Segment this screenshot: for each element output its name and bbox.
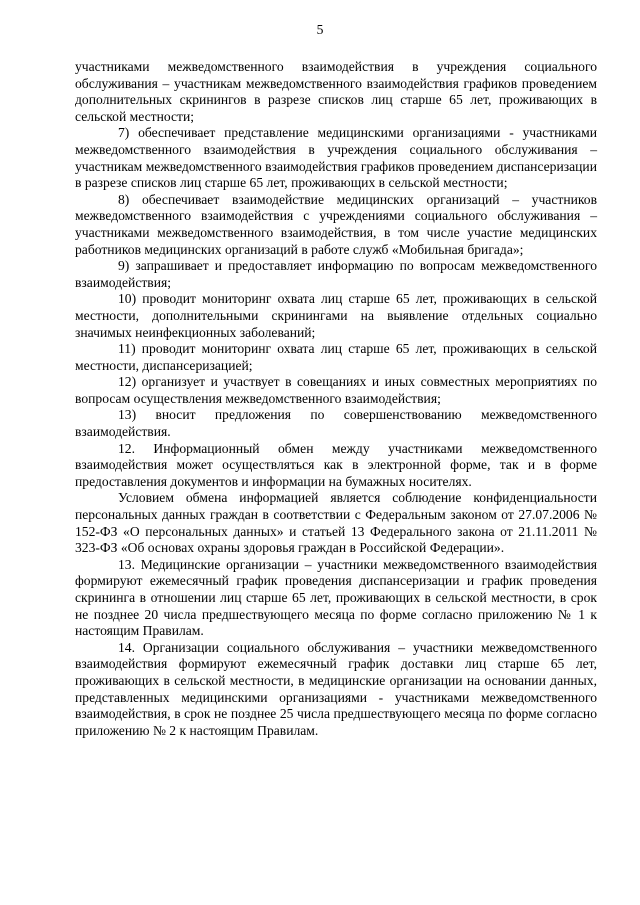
- paragraph-item-13: 13) вносит предложения по совершенствованию межведомственного взаимодействия.: [75, 407, 597, 440]
- document-body: [75, 59, 597, 739]
- paragraph-continuation: участниками межведомственного взаимодействия в учреждения социального обслуживания – участникам межведомственного взаимодействия графиков проведением дополнительных скринингов в разрезе списков лиц старше 65 лет, проживающих в сельской местности;: [75, 59, 597, 124]
- paragraph-section-12: 12. Информационный обмен между участниками межведомственного взаимодействия может осуществляться как в электронной форме, так и в форме предоставления документов и информации на бумажных носителях.: [75, 440, 597, 489]
- paragraph-confidentiality: Условием обмена информацией является соблюдение конфиденциальности персональных данных граждан в соответствии с Федеральным законом от 27.07.2006 № 152-ФЗ «О персональных данных» и статьей 13 Федерального закона от 21.11.2011 № 323-ФЗ «Об основах охраны здоровья граждан в Российской Федерации».: [75, 490, 597, 556]
- paragraph-item-12: 12) организует и участвует в совещаниях и иных совместных мероприятиях по вопросам осуществления межведомственного взаимодействия;: [75, 374, 597, 406]
- paragraph-item-8: 8) обеспечивает взаимодействие медицинских организаций – участников межведомственного взаимодействия с учреждениями социального обслуживания – участниками межведомственного взаимодействия, в том числе участие медицинских работников медицинских организаций в работе служб «Мобильная бригада»;: [75, 191, 597, 257]
- paragraph-item-7: 7) обеспечивает представление медицинскими организациями - участниками межведомственного взаимодействия в учреждения социального обслуживания – участникам межведомственного взаимодействия графиков проведением диспансеризации в разрезе списков лиц старше 65 лет, проживающих в сельской местности;: [75, 125, 597, 191]
- paragraph-item-9: 9) запрашивает и предоставляет информацию по вопросам межведомственного взаимодействия;: [75, 258, 597, 290]
- paragraph-section-13: 13. Медицинские организации – участники межведомственного взаимодействия формируют ежемесячный график проведения диспансеризации и график проведения скрининга в отношении лиц старше 65 лет, проживающих в сельской местности, в срок не позднее 20 числа предшествующего месяца по форме согласно приложению № 1 к настоящим Правилам.: [75, 556, 597, 639]
- page-number: 5: [316, 22, 324, 37]
- paragraph-item-10: 10) проводит мониторинг охвата лиц старше 65 лет, проживающих в сельской местности, дополнительными скринингами на выявление отдельных социально значимых неинфекционных заболеваний;: [75, 291, 597, 340]
- paragraph-section-14: 14. Организации социального обслуживания – участники межведомственного взаимодействия формируют ежемесячный график доставки лиц старше 65 лет, проживающих в сельской местности, в медицинские организации на основании данных, представленных медицинскими организациями - участниками межведомственного взаимодействия, в срок не позднее 25 числа предшествующего месяца по форме согласно приложению № 2 к настоящим Правилам.: [75, 639, 597, 738]
- paragraph-item-11: 11) проводит мониторинг охвата лиц старше 65 лет, проживающих в сельской местности, диспансеризацией;: [75, 341, 597, 373]
